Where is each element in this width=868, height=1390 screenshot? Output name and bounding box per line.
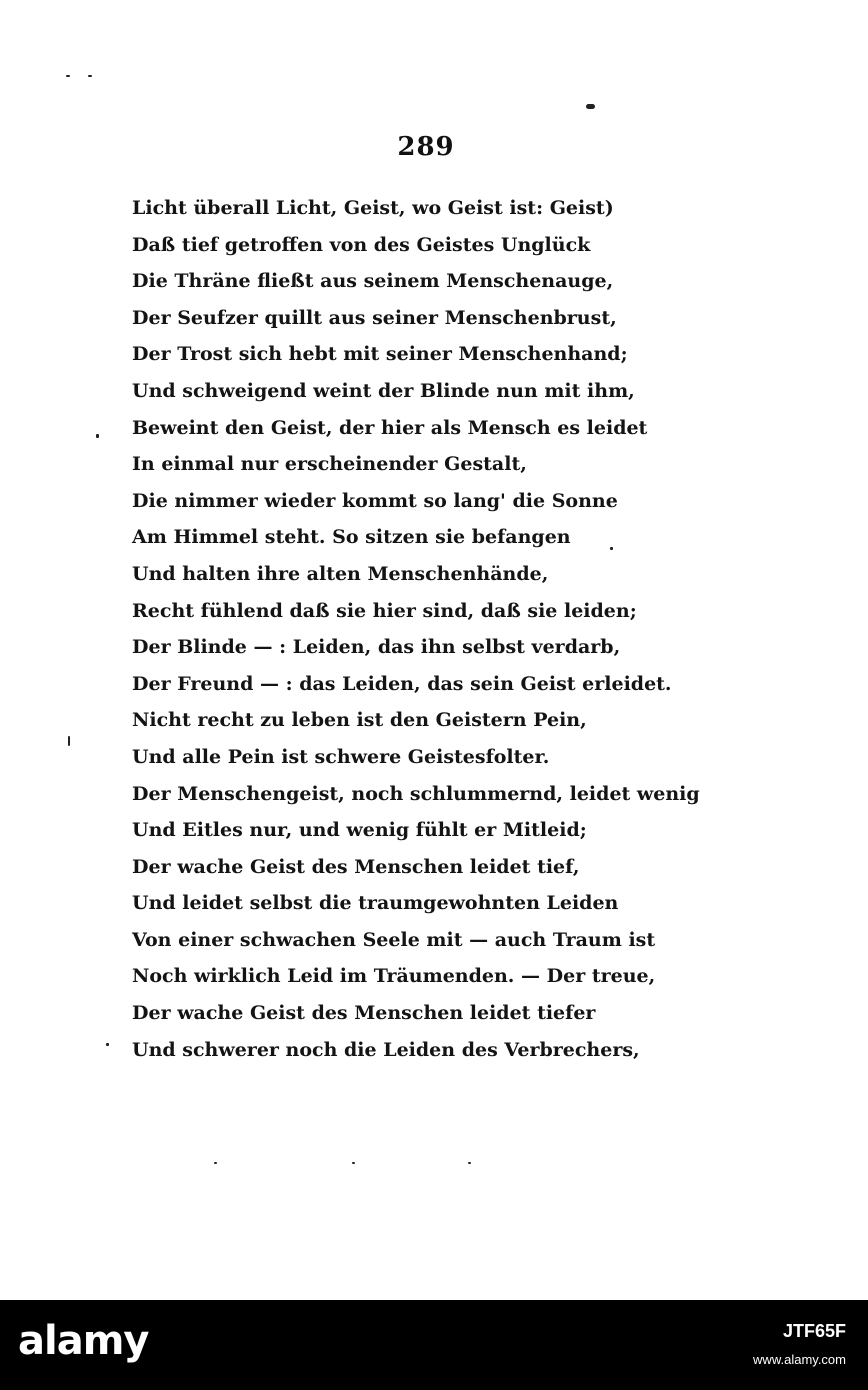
scan-speck bbox=[352, 1162, 355, 1164]
verse-line: In einmal nur erscheinender Gestalt, bbox=[132, 453, 527, 476]
verse-line: Der Freund — : das Leiden, das sein Geist erleidet. bbox=[132, 672, 672, 695]
scan-speck bbox=[68, 736, 70, 746]
image-id: JTF65F bbox=[782, 1321, 846, 1341]
verse-line: Und halten ihre alten Menschenhände, bbox=[132, 562, 549, 585]
page-number: 289 bbox=[397, 132, 455, 162]
verse-line: Und schwerer noch die Leiden des Verbrechers, bbox=[132, 1038, 640, 1061]
poem-text bbox=[132, 190, 732, 1068]
scan-speck bbox=[468, 1162, 471, 1164]
verse-line: Die Thräne fließt aus seinem Menschenauge, bbox=[132, 270, 614, 293]
alamy-logo: alamy bbox=[18, 1318, 149, 1364]
verse-line: Recht fühlend daß sie hier sind, daß sie leiden; bbox=[132, 599, 637, 622]
verse-line: Von einer schwachen Seele mit — auch Traum ist bbox=[132, 928, 656, 951]
verse-line: Und leidet selbst die traumgewohnten Leiden bbox=[132, 892, 619, 915]
verse-line: Der Menschengeist, noch schlummernd, leidet wenig bbox=[132, 782, 700, 805]
scan-speck bbox=[66, 75, 70, 77]
site-url: www.alamy.com bbox=[753, 1352, 846, 1367]
verse-line: Am Himmel steht. So sitzen sie befangen bbox=[132, 526, 571, 549]
verse-line: Und alle Pein ist schwere Geistesfolter. bbox=[132, 745, 550, 768]
verse-line: Beweint den Geist, der hier als Mensch es leidet bbox=[132, 416, 648, 439]
scan-speck bbox=[586, 104, 595, 109]
verse-line: Nicht recht zu leben ist den Geistern Pein, bbox=[132, 709, 587, 732]
verse-line: Der wache Geist des Menschen leidet tiefer bbox=[132, 1002, 596, 1025]
scan-speck bbox=[96, 434, 99, 438]
verse-line: Die nimmer wieder kommt so lang' die Sonne bbox=[132, 489, 618, 512]
verse-line: Noch wirklich Leid im Träumenden. — Der treue, bbox=[132, 965, 656, 988]
verse-line: Daß tief getroffen von des Geistes Unglück bbox=[132, 233, 591, 256]
verse-line: Der Trost sich hebt mit seiner Menschenhand; bbox=[132, 343, 628, 366]
verse-line: Der Seufzer quillt aus seiner Menschenbrust, bbox=[132, 306, 617, 329]
verse-line: Der wache Geist des Menschen leidet tief, bbox=[132, 855, 580, 878]
verse-line: Der Blinde — : Leiden, das ihn selbst verdarb, bbox=[132, 636, 621, 659]
verse-line: Und Eitles nur, und wenig fühlt er Mitleid; bbox=[132, 819, 587, 842]
verse-line: Licht überall Licht, Geist, wo Geist ist: Geist) bbox=[132, 197, 614, 219]
verse-line: Und schweigend weint der Blinde nun mit ihm, bbox=[132, 379, 635, 402]
scan-speck bbox=[214, 1162, 217, 1164]
scan-speck bbox=[106, 1043, 109, 1046]
scan-speck bbox=[88, 75, 92, 77]
